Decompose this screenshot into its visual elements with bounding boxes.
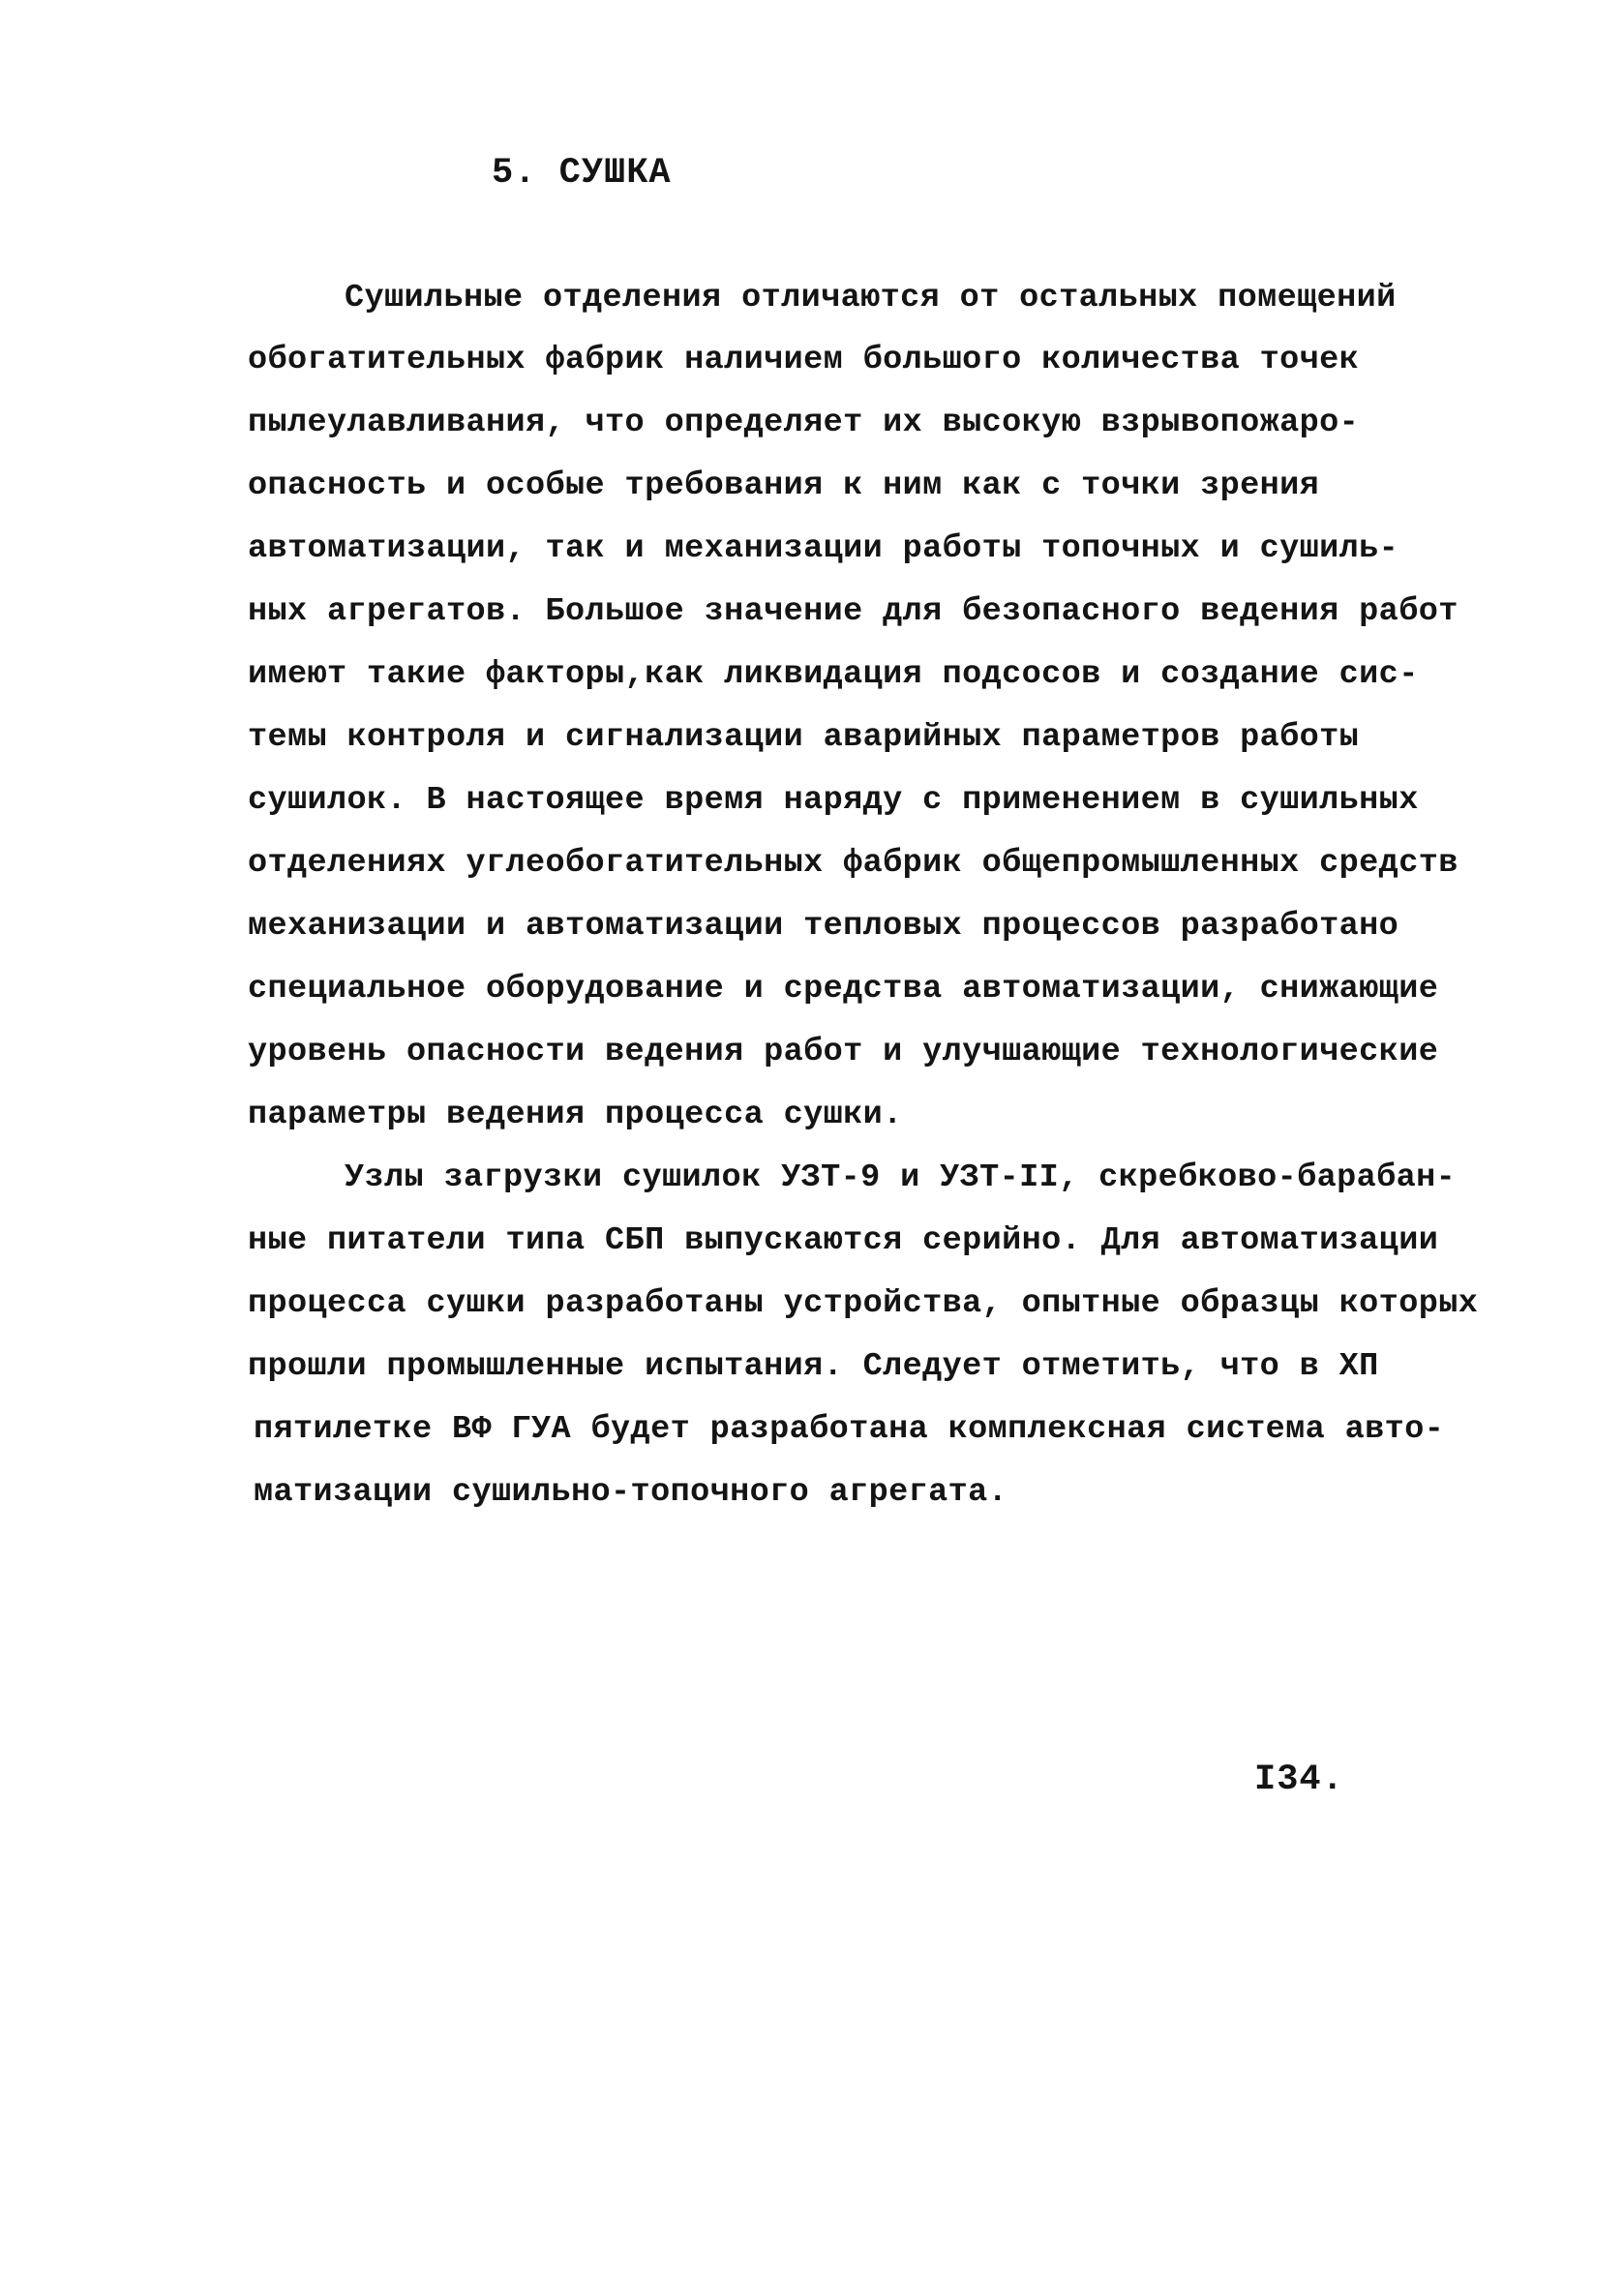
paragraph-2-line-5: пятилетке ВФ ГУА будет разработана комплексная система авто-	[254, 1411, 1445, 1448]
paragraph-1-line-13: уровень опасности ведения работ и улучшающие технологические	[248, 1034, 1439, 1070]
paragraph-1-line-11: механизации и автоматизации тепловых процессов разработано	[248, 908, 1399, 945]
paragraph-1-line-1: Сушильные отделения отличаются от остальных помещений	[345, 280, 1397, 316]
paragraph-2-line-3: процесса сушки разработаны устройства, опытные образцы которых	[248, 1285, 1479, 1322]
paragraph-1-line-9: сушилок. В настоящее время наряду с применением в сушильных	[248, 782, 1419, 819]
section-heading: 5. СУШКА	[492, 153, 672, 194]
paragraph-1-line-6: ных агрегатов. Большое значение для безопасного ведения работ	[248, 593, 1459, 630]
paragraph-2-line-1: Узлы загрузки сушилок УЗТ-9 и УЗТ-II, скребково-барабан-	[345, 1159, 1457, 1196]
paragraph-2-line-2: ные питатели типа СБП выпускаются серийно. Для автоматизации	[248, 1222, 1439, 1259]
paragraph-2-line-4: прошли промышленные испытания. Следует отметить, что в ХП	[248, 1348, 1379, 1385]
paragraph-1-line-10: отделениях углеобогатительных фабрик общепромышленных средств	[248, 845, 1459, 882]
paragraph-1-line-8: темы контроля и сигнализации аварийных параметров работы	[248, 719, 1360, 756]
paragraph-1-line-3: пылеулавливания, что определяет их высокую взрывопожаро-	[248, 405, 1360, 441]
paragraph-1-line-7: имеют такие факторы,как ликвидация подсосов и создание сис-	[248, 656, 1419, 693]
paragraph-1-line-5: автоматизации, так и механизации работы топочных и сушиль-	[248, 530, 1399, 567]
paragraph-2-line-6: матизации сушильно-топочного агрегата.	[254, 1474, 1008, 1511]
paragraph-1-line-2: обогатительных фабрик наличием большого количества точек	[248, 342, 1360, 378]
paragraph-1-line-4: опасность и особые требования к ним как с точки зрения	[248, 467, 1320, 504]
page-number: I34.	[1254, 1760, 1344, 1800]
paragraph-1-line-14: параметры ведения процесса сушки.	[248, 1097, 903, 1133]
paragraph-1-line-12: специальное оборудование и средства автоматизации, снижающие	[248, 971, 1439, 1008]
